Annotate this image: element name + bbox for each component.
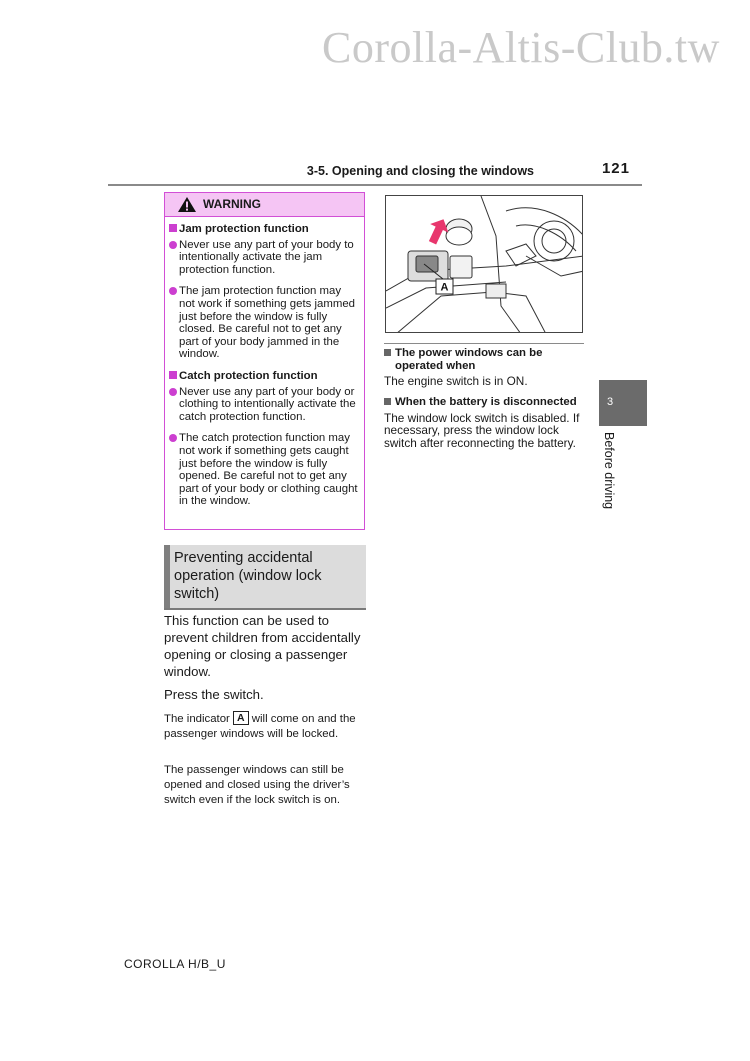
square-bullet-icon [169,371,177,379]
warning-triangle-icon [177,196,197,213]
page-number: 121 [601,160,630,177]
square-bullet-icon [384,349,391,356]
divider [384,343,584,344]
watermark: Corolla-Altis-Club.tw [322,23,720,72]
dot-bullet-icon [169,434,177,442]
heading-bar [164,545,170,608]
note-paragraph: The passenger windows can still be opened and closed using the driver’s switch even if the lock switch is on. [164,764,350,806]
warning-title: WARNING [203,197,261,211]
warning-box [164,192,365,530]
body-text [164,612,364,709]
dot-bullet-icon [169,241,177,249]
warning-bullet: The jam protection function may not work if something gets jammed just before the window is fully closed. Be careful not to get any part of your body jammed in the window. [169,285,358,361]
body-paragraph: This function can be used to prevent children from accidentally opening or closing a passenger window. [164,613,361,679]
callout-label: A [440,281,449,294]
footer-model: COROLLA H/B_U [124,957,226,971]
info-text: The engine switch is in ON. [384,374,528,389]
dot-bullet-icon [169,388,177,396]
info-heading: When the battery is disconnected [384,396,584,409]
note-paragraph: The indicator A will come on and the passenger windows will be locked. [164,712,356,740]
section-title: 3-5. Opening and closing the windows [306,164,534,178]
square-bullet-icon [384,398,391,405]
dot-bullet-icon [169,287,177,295]
info-section [384,347,584,388]
switch-panel-illustration [386,196,583,333]
window-lock-switch-illustration [385,195,583,333]
warning-bullet: Never use any part of your body to intentionally activate the jam protection function. [169,239,358,277]
warning-subheading: Jam protection function [169,223,358,236]
body-paragraph: Press the switch. [164,687,264,702]
warning-header [165,193,364,217]
info-heading: The power windows can be operated when [384,347,584,372]
warning-bullet: Never use any part of your body or clothing to intentionally activate the catch protection function. [169,386,358,424]
chapter-number: 3 [607,396,614,408]
subsection-heading [164,545,366,610]
chapter-label: Before driving [602,432,616,510]
square-bullet-icon [169,224,177,232]
indicator-label: A [233,711,249,725]
subsection-title: Preventing accidental operation (window lock switch) [174,550,322,602]
warning-bullet: The catch protection function may not work if something gets caught just before the window is fully opened. Be careful not to get any part of your body or clothing caught in the window. [169,432,358,508]
page-header [108,158,642,186]
chapter-tab[interactable] [599,380,647,426]
warning-subheading: Catch protection function [169,370,358,383]
info-section [384,396,584,450]
info-text: The window lock switch is disabled. If necessary, press the window lock switch after reconnecting the battery. [384,410,580,451]
